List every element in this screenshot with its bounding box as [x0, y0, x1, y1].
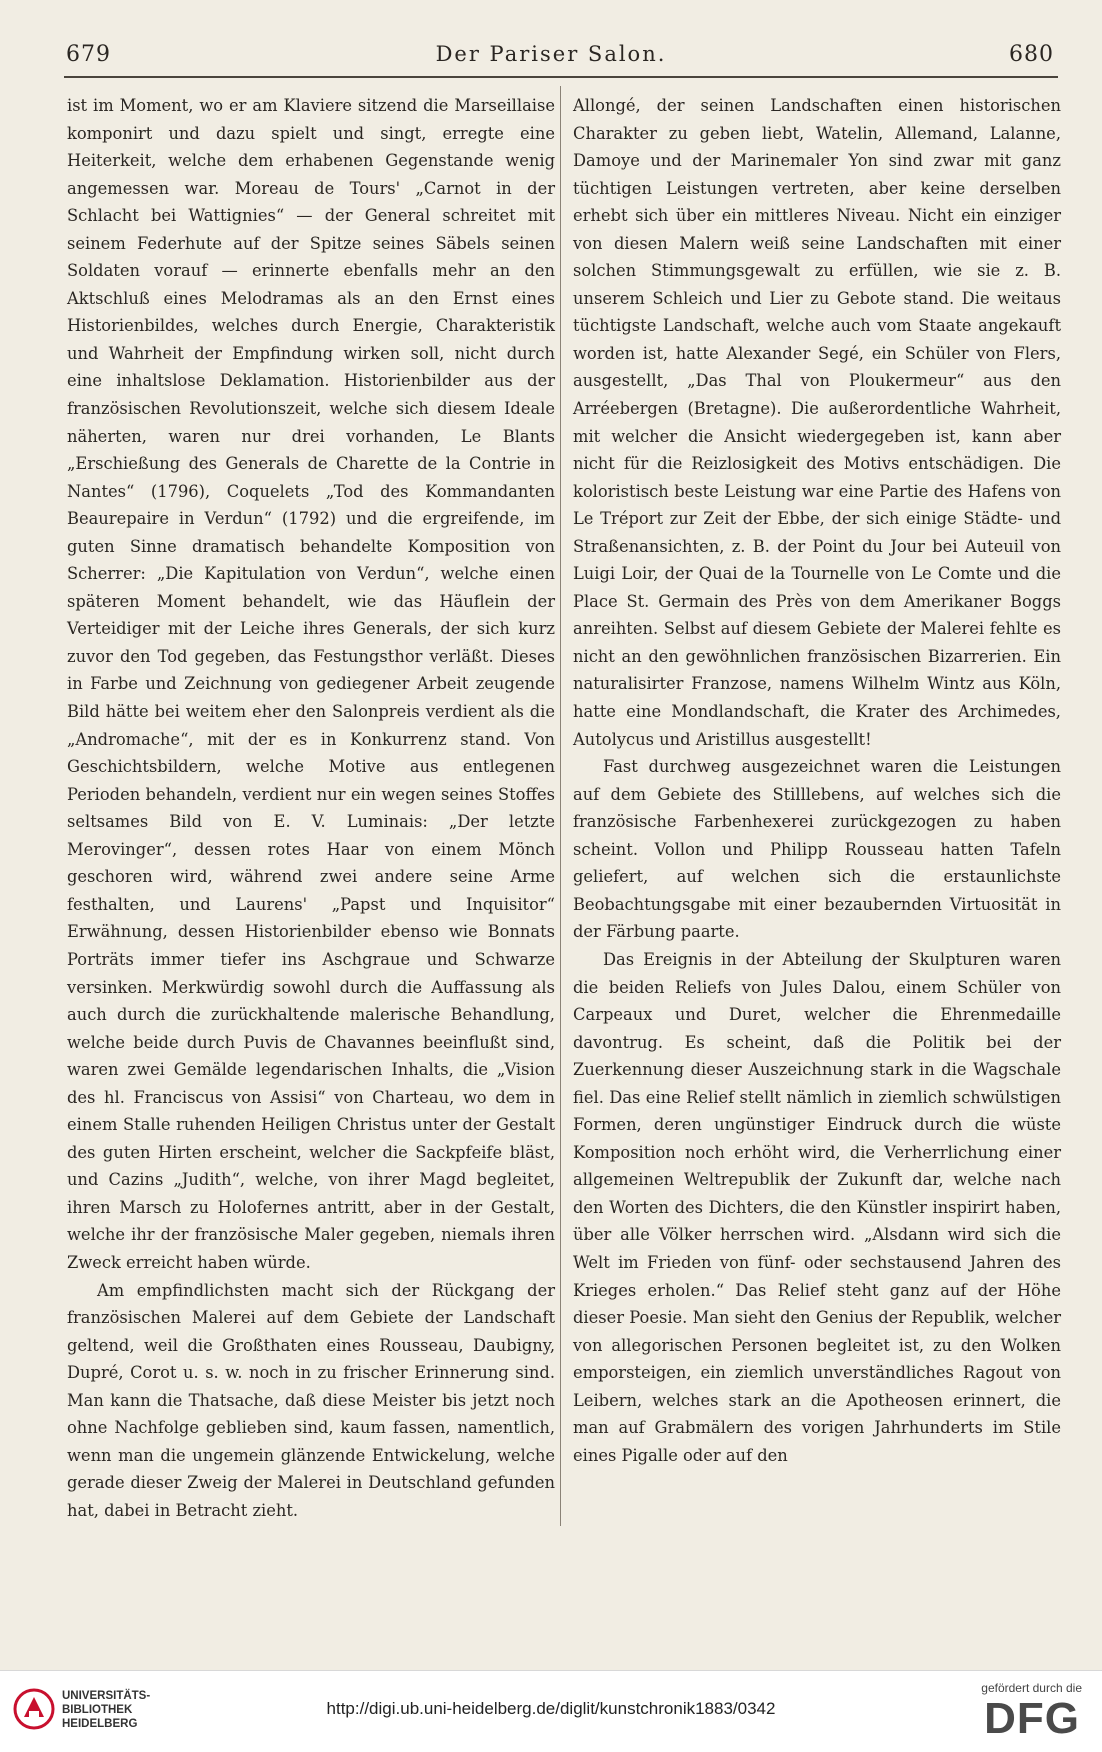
- right-column: [573, 92, 1061, 1469]
- library-line: UNIVERSITÄTS-: [62, 1690, 151, 1702]
- library-line: BIBLIOTHEK: [62, 1704, 133, 1716]
- paragraph: Fast durchweg ausgezeichnet waren die Leistungen auf dem Gebiete des Stilllebens, auf welches sich die französische Farbenhexerei zurückgezogen zu haben scheint. Vollon und Philipp Rousseau hatten Tafeln geliefert, auf welchen sich die erstaunlichste Beobachtungsgabe mit einer bezaubernden Virtuosität in der Färbung paarte.: [573, 757, 1061, 942]
- page-number-left: 679: [66, 42, 111, 67]
- funder-label: gefördert durch die: [981, 1681, 1082, 1695]
- paragraph: Allongé, der seinen Landschaften einen historischen Charakter zu geben liebt, Watelin, Allemand, Lalanne, Damoye und der Marinemaler Yon sind zwar mit ganz tüchtigen Leistungen vertreten, aber keine derselben erhebt sich über ein mittleres Niveau. Nicht ein einziger von diesen Malern weiß seine Landschaften mit einer solchen Stimmungsgewalt zu erfüllen, wie sie z. B. unserem Schleich und Lier zu Gebote stand. Die weitaus tüchtigste Landschaft, welche auch vom Staate angekauft worden ist, hatte Alexander Segé, ein Schüler von Flers, ausgestellt, „Das Thal von Ploukermeur“ aus den Arréebergen (Bretagne). Die außerordentliche Wahrheit, mit welcher die Ansicht wiedergegeben ist, kann aber nicht für die Reizlosigkeit des Motivs entschädigen. Die koloristisch beste Leistung war eine Partie des Hafens von Le Tréport zur Zeit der Ebbe, der sich einige Städte- und Straßenansichten, z. B. der Point du Jour bei Auteuil von Luigi Loir, der Quai de la Tournelle von Le Comte und die Place St. Germain des Près von dem Amerikaner Boggs anreihten. Selbst auf diesem Gebiete der Malerei fehlte es nicht an den gewöhnlichen französischen Bizarrerien. Ein naturalisirter Franzose, namens Wilhelm Wintz aus Köln, hatte eine Mondlandschaft, die Krater des Archimedes, Autolycus und Aristillus ausgestellt!: [573, 96, 1061, 749]
- paragraph: ist im Moment, wo er am Klaviere sitzend die Marseillaise komponirt und dazu spielt und singt, erregte eine Heiterkeit, welche dem erhabenen Gegenstande wenig angemessen war. Moreau de Tours' „Carnot in der Schlacht bei Wattignies“ — der General schreitet mit seinem Federhute auf der Spitze seines Säbels seinen Soldaten vorauf — erinnerte ebenfalls mehr an den Aktschluß eines Melodramas als an den Ernst eines Historienbildes, welches durch Energie, Charakteristik und Wahrheit der Empfindung wirken soll, nicht durch eine inhaltslose Deklamation. Historienbilder aus der französischen Revolutionszeit, welche sich diesem Ideale näherten, waren nur drei vorhanden, Le Blants „Erschießung des Generals de Charette de la Contrie in Nantes“ (1796), Coquelets „Tod des Kommandanten Beaurepaire in Verdun“ (1792) und die ergreifende, im guten Sinne dramatisch behandelte Komposition von Scherrer: „Die Kapitulation von Verdun“, welche einen späteren Moment behandelt, wie das Häuflein der Verteidiger mit der Leiche ihres Generals, der sich kurz zuvor den Tod gegeben, das Festungsthor verläßt. Dieses in Farbe und Zeichnung von gediegener Arbeit zeugende Bild hätte bei weitem eher den Salonpreis verdient als die „Andromache“, mit der es in Konkurrenz stand. Von Geschichtsbildern, welche Motive aus entlegenen Perioden behandeln, verdient nur ein wegen seines Stoffes seltsames Bild von E. V. Luminais: „Der letzte Merovinger“, dessen rotes Haar von einem Mönch geschoren wird, während zwei andere seine Arme festhalten, und Laurens' „Papst und Inquisitor“ Erwähnung, dessen Historienbilder ebenso wie Bonnats Porträts immer tiefer ins Aschgraue und Schwarze versinken. Merkwürdig sowohl durch die Auffassung als auch durch die zurückhaltende malerische Behandlung, welche beide durch Puvis de Chavannes beeinflußt sind, waren zwei Gemälde legendarischen Inhalts, die „Vision des hl. Franciscus von Assisi“ von Charteau, wo dem in einem Stalle ruhenden Heiligen Christus unter der Gestalt des guten Hirten erscheint, welcher die Sackpfeife bläst, und Cazins „Judith“, welche, von ihrer Magd begleitet, ihren Marsch zu Holofernes antritt, aber in der Gestalt, welche ihr der französische Maler gegeben, niemals ihren Zweck erreicht haben würde.: [67, 96, 555, 1272]
- digitization-footer: [0, 1670, 1102, 1752]
- header-rule: [64, 76, 1058, 78]
- column-divider: [560, 86, 561, 1526]
- dfg-logo: DFG: [984, 1694, 1080, 1743]
- source-link[interactable]: http://digi.ub.uni-heidelberg.de/diglit/kunstchronik1883/0342: [326, 1699, 776, 1718]
- paragraph: Am empfindlichsten macht sich der Rückgang der französischen Malerei auf dem Gebiete der Landschaft geltend, weil die Großthaten eines Rousseau, Daubigny, Dupré, Corot u. s. w. noch in zu frischer Erinnerung sind. Man kann die Thatsache, daß diese Meister bis jetzt noch ohne Nachfolge geblieben sind, kaum fassen, namentlich, wenn man die ungemein glänzende Entwickelung, welche gerade dieser Zweig der Malerei in Deutschland gefunden hat, dabei in Betracht zieht.: [67, 1280, 555, 1520]
- running-head: Der Pariser Salon.: [435, 42, 667, 66]
- left-column: [67, 92, 555, 1524]
- paragraph: Das Ereignis in der Abteilung der Skulpturen waren die beiden Reliefs von Jules Dalou, einem Schüler von Carpeaux und Duret, welcher die Ehrenmedaille davontrug. Es scheint, daß die Politik bei der Zuerkennung dieser Auszeichnung stark in die Wagschale fiel. Das eine Relief stellt nämlich in ziemlich schwülstigen Formen, deren ungünstiger Eindruck durch die wüste Komposition noch erhöht wird, die Verherrlichung einer allgemeinen Weltrepublik der Zukunft dar, welche nach den Worten des Dichters, die den Künstler inspirirt haben, über alle Völker herrschen wird. „Alsdann wird sich die Welt im Frieden von fünf- oder sechstausend Jahren des Krieges erholen.“ Das Relief steht ganz auf der Höhe dieser Poesie. Man sieht den Genius der Republik, welcher von allegorischen Personen begleitet ist, zu den Wolken emporsteigen, ein ziemlich unverständliches Ragout von Leibern, welches stark an die Apotheosen erinnert, die man auf Grabmälern des vorigen Jahrhunderts im Stile eines Pigalle oder auf den: [573, 949, 1061, 1465]
- library-line: HEIDELBERG: [62, 1718, 138, 1730]
- page-number-right: 680: [1009, 42, 1054, 67]
